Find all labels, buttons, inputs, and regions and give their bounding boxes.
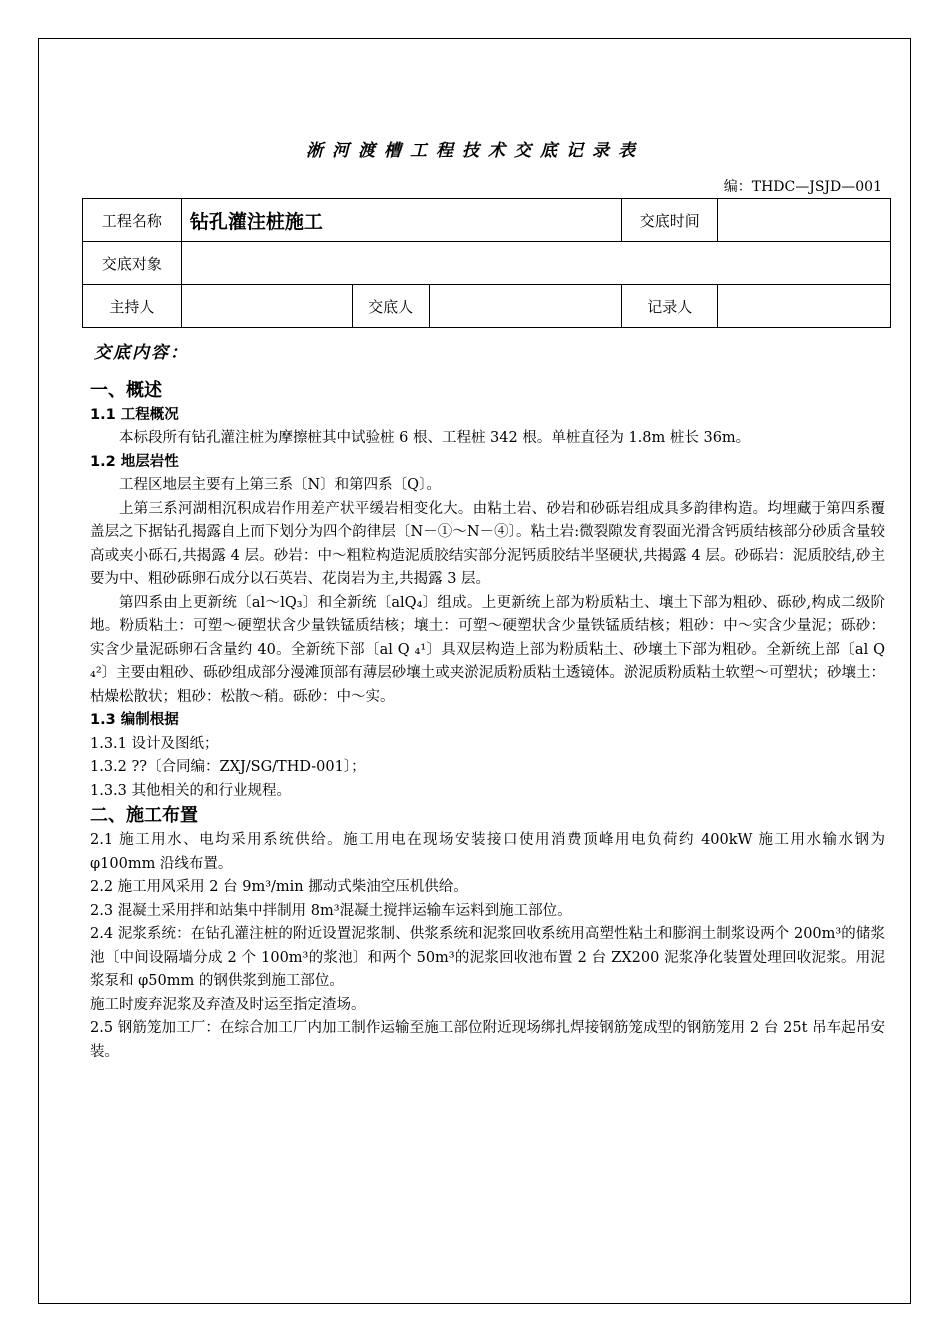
header-row-people bbox=[83, 285, 891, 328]
briefing-target-value bbox=[181, 242, 890, 285]
header-row-target bbox=[83, 242, 891, 285]
paragraph-project-overview: 本标段所有钻孔灌注桩为摩擦桩其中试验桩 6 根、工程桩 342 根。单桩直径为 1.8m 桩长 36m。 bbox=[119, 430, 751, 446]
list-item: 1.3.3 其他相关的和行业规程。 bbox=[90, 782, 292, 799]
paragraph-slurry: 2.4 泥浆系统：在钻孔灌注桩的附近设置泥浆制、供浆系统和泥浆回收系统用高塑性粘土和膨润土制浆设两个 200m³的储浆池〔中间设隔墙分成 2 个 100m³的浆池〕和两个 50m³的泥浆回收池布置 2 台 ZX200 泥浆净化装置处理回收泥浆。用泥浆泵和 φ50mm 的钢供浆到施工部位。 bbox=[90, 926, 885, 989]
briefing-time-label: 交底时间 bbox=[622, 199, 718, 242]
subsection-geology: 1.2 地层岩性 bbox=[90, 453, 179, 470]
recorder-label: 记录人 bbox=[622, 285, 718, 328]
paragraph-air: 2.2 施工用风采用 2 台 9m³/min 挪动式柴油空压机供给。 bbox=[90, 879, 468, 895]
header-table bbox=[82, 198, 891, 328]
document-code: 编：THDC—JSJD—001 bbox=[723, 179, 882, 195]
paragraph-quaternary: 第四系由上更新统〔al～lQ₃〕和全新统〔alQ₄〕组成。上更新统上部为粉质粘土、壤土下部为粗砂、砾砂,构成二级阶地。粉质粘土：可塑～硬塑状含少量铁锰质结核；壤土：可塑～硬塑状含少量铁锰质结核；粗砂：中～实含少量泥；砾砂：实含少量泥砾卵石含量约 40。全新统下部〔al Q ₄¹〕具双层构造上部为粉质粘土、砂壤土下部为粗砂。全新统上部〔al Q ₄²〕主要由粗砂、砾砂组成部分漫滩顶部有薄层砂壤土或夹淤泥质粉质粘土透镜体。淤泥质粉质粘土软塑～可塑状；砂壤土：枯燥松散状；粗砂：松散～稍。砾砂：中～实。 bbox=[90, 594, 885, 705]
content-heading: 交底内容： bbox=[94, 343, 189, 363]
section-overview-heading: 一、概述 bbox=[90, 379, 162, 401]
host-value bbox=[181, 285, 352, 328]
header-row-project bbox=[83, 199, 891, 242]
paragraph-concrete: 2.3 混凝土采用拌和站集中拌制用 8m³混凝土搅拌运输车运料到施工部位。 bbox=[90, 902, 572, 919]
paragraph-strata: 工程区地层主要有上第三系〔N〕和第四系〔Q〕。 bbox=[119, 477, 441, 493]
project-name-value: 钻孔灌注桩施工 bbox=[181, 199, 621, 242]
paragraph-water-power: 2.1 施工用水、电均采用系统供给。施工用电在现场安装接口使用消费顶峰用电负荷约 400kW 施工用水输水钢为 φ100mm 沿线布置。 bbox=[90, 832, 885, 872]
subsection-project-overview: 1.1 工程概况 bbox=[90, 406, 179, 423]
paragraph-rebar: 2.5 钢筋笼加工厂：在综合加工厂内加工制作运输至施工部位附近现场绑扎焊接钢筋笼成型的钢筋笼用 2 台 25t 吊车起吊安装。 bbox=[90, 1020, 885, 1060]
project-name-label: 工程名称 bbox=[83, 199, 182, 242]
briefing-target-label: 交底对象 bbox=[83, 242, 182, 285]
host-label: 主持人 bbox=[83, 285, 182, 328]
list-item: 1.3.2 ??〔合同编：ZXJ/SG/THD-001〕； bbox=[90, 759, 366, 775]
presenter-label: 交底人 bbox=[352, 285, 429, 328]
briefing-content bbox=[90, 342, 885, 1064]
recorder-value bbox=[718, 285, 891, 328]
document-title: 淅河渡槽工程技术交底记录表 bbox=[306, 141, 644, 161]
section-layout-heading: 二、施工布置 bbox=[90, 805, 198, 826]
list-item: 1.3.1 设计及图纸； bbox=[90, 735, 219, 752]
briefing-time-value bbox=[718, 199, 891, 242]
presenter-value bbox=[429, 285, 622, 328]
paragraph-tertiary: 上第三系河湖相沉积成岩作用差产状平缓岩相变化大。由粘土岩、砂岩和砂砾岩组成具多韵律构造。均埋藏于第四系覆盖层之下据钻孔揭露自上而下划分为四个韵律层〔N－①～N－④〕。粘土岩:微裂隙发育裂面光滑含钙质结核部分砂质含量较高或夹小砾石,共揭露 4 层。砂岩：中～粗粒构造泥质胶结实部分泥钙质胶结半坚硬状,共揭露 4 层。砂砾岩：泥质胶结,砂主要为中、粗砂砾卵石成分以石英岩、花岗岩为主,共揭露 3 层。 bbox=[90, 500, 885, 587]
subsection-basis: 1.3 编制根据 bbox=[90, 712, 179, 728]
paragraph-waste: 施工时废弃泥浆及弃渣及时运至指定渣场。 bbox=[90, 996, 366, 1013]
